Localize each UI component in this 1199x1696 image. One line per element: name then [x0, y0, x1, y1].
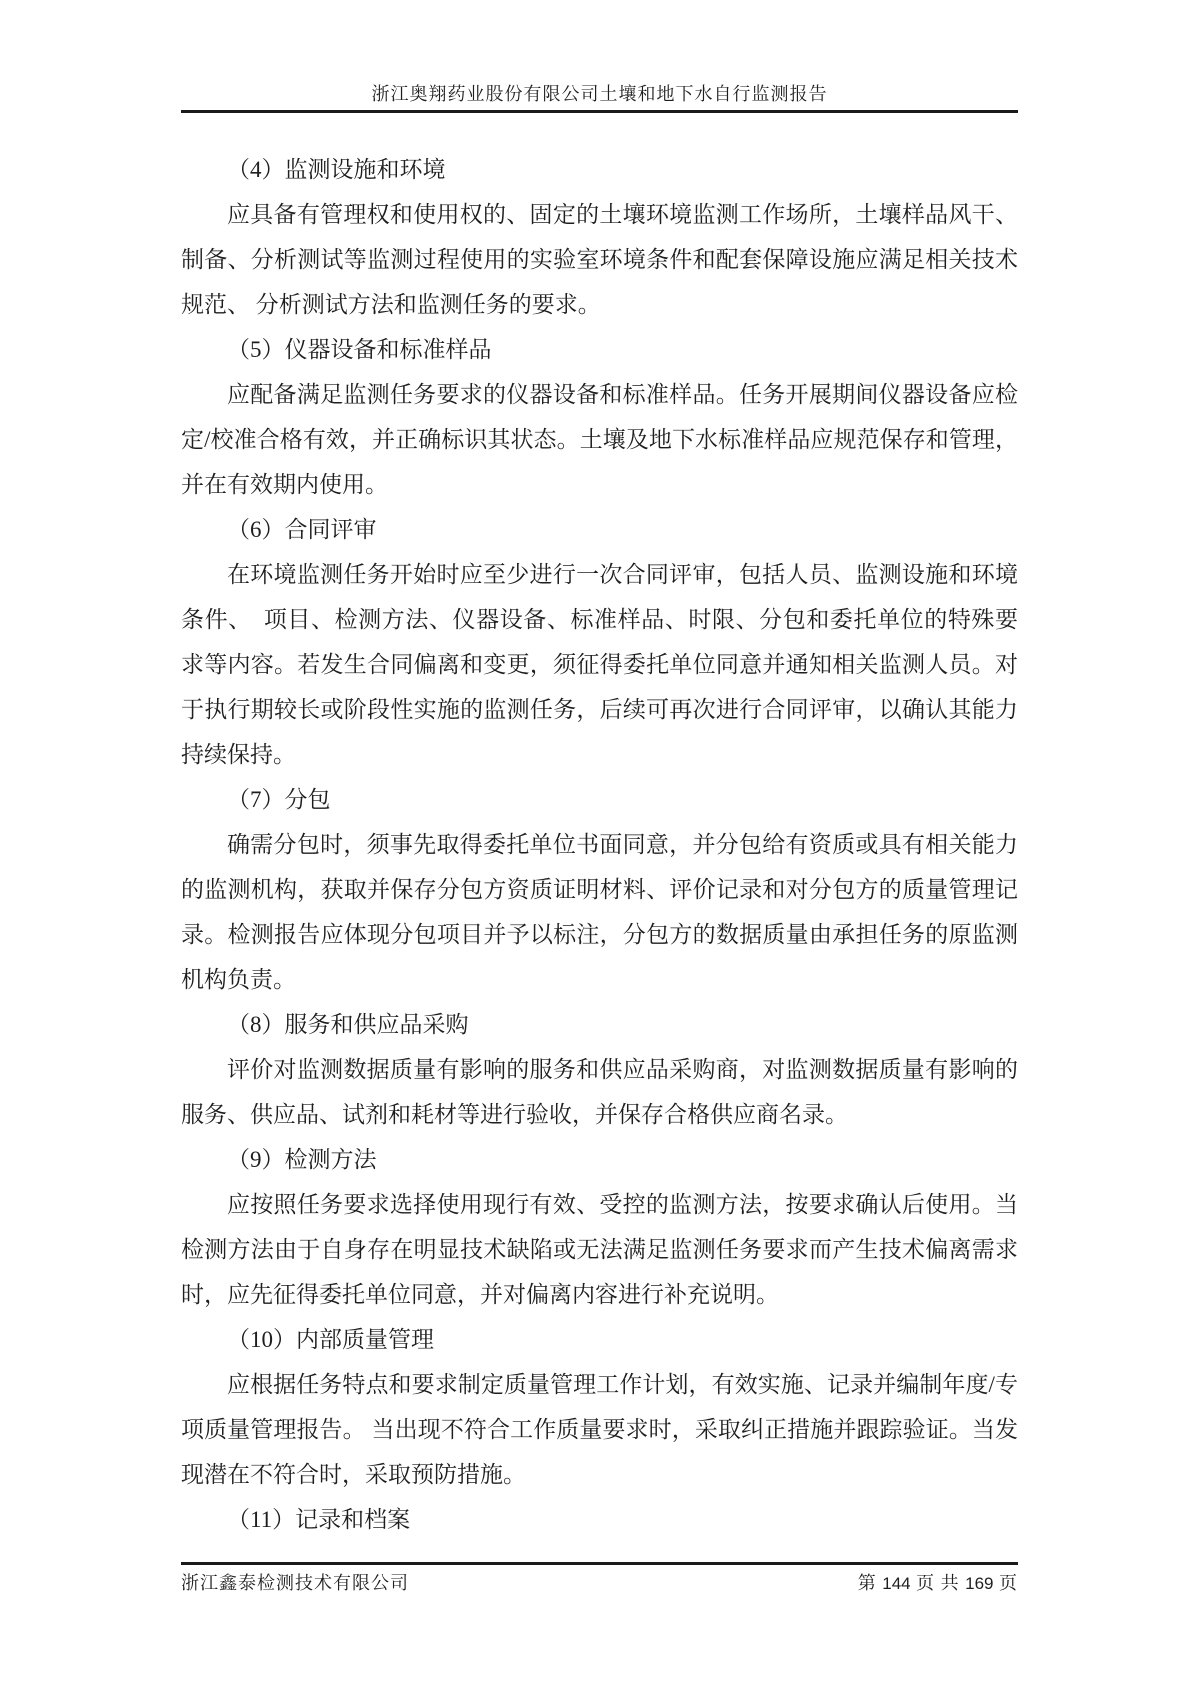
page-number-suffix: 页: [993, 1573, 1018, 1593]
page-number-total: 169: [965, 1574, 994, 1593]
section-paragraph: 应具备有管理权和使用权的、固定的土壤环境监测工作场所，土壤样品风干、制备、分析测试等监测过程使用的实验室环境条件和配套保障设施应满足相关技术规范、 分析测试方法和监测任务的要求。: [181, 202, 1018, 317]
page-footer: [181, 1569, 1018, 1598]
section-paragraph: 在环境监测任务开始时应至少进行一次合同评审，包括人员、监测设施和环境条件、 项目、检测方法、仪器设备、标准样品、时限、分包和委托单位的特殊要求等内容。若发生合同偏离和变更，须征得委托单位同意并通知相关监测人员。对于执行期较长或阶段性实施的监测任务，后续可再次进行合同评审，以确认其能力持续保持。: [181, 562, 1018, 767]
section-heading: （9）检测方法: [227, 1147, 377, 1172]
page-number-current: 144: [882, 1574, 911, 1593]
section-heading: （4）监测设施和环境: [227, 157, 446, 182]
section-heading: （5）仪器设备和标准样品: [227, 337, 492, 362]
section-paragraph: 确需分包时，须事先取得委托单位书面同意，并分包给有资质或具有相关能力的监测机构，获取并保存分包方资质证明材料、评价记录和对分包方的质量管理记录。检测报告应体现分包项目并予以标注，分包方的数据质量由承担任务的原监测机构负责。: [181, 832, 1018, 992]
footer-page-number: [858, 1569, 1018, 1598]
section-paragraph: 应按照任务要求选择使用现行有效、受控的监测方法，按要求确认后使用。当检测方法由于自身存在明显技术缺陷或无法满足监测任务要求而产生技术偏离需求时，应先征得委托单位同意，并对偏离内容进行补充说明。: [181, 1192, 1018, 1307]
section-paragraph: 应根据任务特点和要求制定质量管理工作计划，有效实施、记录并编制年度/专项质量管理报告。 当出现不符合工作质量要求时，采取纠正措施并跟踪验证。当发现潜在不符合时，采取预防措施。: [181, 1372, 1018, 1487]
page-number-prefix: 第: [857, 1573, 883, 1593]
header-divider: [181, 110, 1018, 113]
section-paragraph: 应配备满足监测任务要求的仪器设备和标准样品。任务开展期间仪器设备应检定/校准合格有效，并正确标识其状态。土壤及地下水标准样品应规范保存和管理，并在有效期内使用。: [181, 382, 1018, 497]
document-content: [181, 147, 1018, 1542]
section-heading: （7）分包: [227, 787, 331, 812]
footer-company-name: 浙江鑫泰检测技术有限公司: [181, 1573, 409, 1593]
page-header-title: 浙江奥翔药业股份有限公司土壤和地下水自行监测报告: [371, 84, 828, 104]
section-paragraph: 评价对监测数据质量有影响的服务和供应品采购商，对监测数据质量有影响的服务、供应品、试剂和耗材等进行验收，并保存合格供应商名录。: [181, 1057, 1018, 1127]
footer-divider: [181, 1562, 1018, 1565]
section-heading: （11）记录和档案: [227, 1507, 411, 1532]
section-heading: （8）服务和供应品采购: [227, 1012, 469, 1037]
section-heading: （10）内部质量管理: [227, 1327, 434, 1352]
section-heading: （6）合同评审: [227, 517, 377, 542]
page-number-mid: 页 共: [910, 1573, 966, 1593]
